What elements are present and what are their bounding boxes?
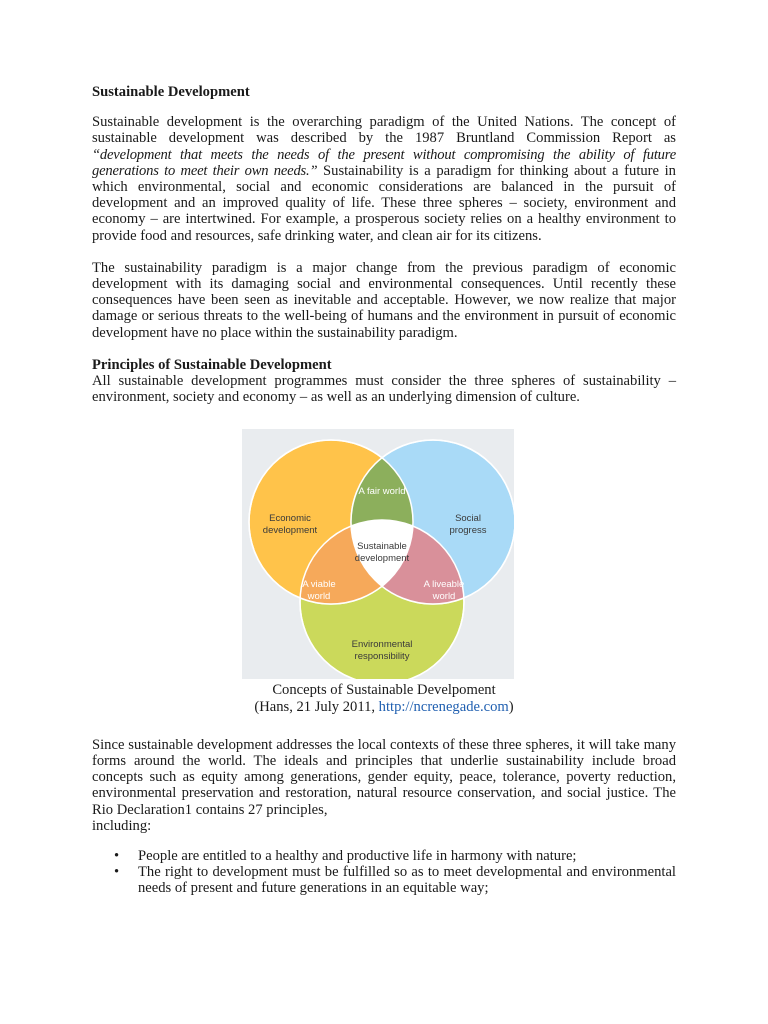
principles-list <box>92 848 676 897</box>
paragraph-intro <box>92 114 676 244</box>
label-center-1: Sustainable <box>357 541 407 553</box>
caption-title: Concepts of Sustainable Develpoment <box>272 682 496 699</box>
list-item-text: People are entitled to a healthy and productive life in harmony with nature; <box>138 848 577 865</box>
list-item <box>92 864 676 896</box>
list-item <box>92 848 676 864</box>
document-title: Sustainable Development <box>92 84 250 100</box>
caption-link[interactable]: http://ncrenegade.com <box>378 698 509 715</box>
principles-heading: Principles of Sustainable Development <box>92 356 332 373</box>
paragraph-intro-part1: Sustainable development is the overarching paradigm of the United Nations. The concept of sustainable development was described by the 1987 Bruntland Commission Report as <box>92 114 676 147</box>
caption-suffix: ) <box>508 698 514 715</box>
venn-diagram <box>242 429 514 679</box>
label-economic-1: Economic <box>269 513 311 525</box>
label-viable-1: A viable <box>302 579 336 591</box>
sustainability-venn-figure <box>242 429 514 679</box>
document-page <box>92 84 676 897</box>
bruntland-quote: “development that meets the needs of the present without compromising the ability of future generations to meet their own needs.” <box>92 146 676 179</box>
paragraph-rio-continued: including: <box>92 817 152 834</box>
label-env-2: responsibility <box>354 651 410 663</box>
label-env-1: Environmental <box>351 639 413 651</box>
paragraph-rio: Since sustainable development addresses the local contexts of these three spheres, it will take many forms around the world. The ideals and principles that underlie sustainability include broad concepts such as equity among generations, gender equity, peace, tolerance, poverty reduction, environmental preservation and restoration, natural resource conservation, and social justice. The Rio Declaration1 contains 27 principles, <box>92 736 676 818</box>
label-social-2: progress <box>449 525 487 537</box>
caption-source <box>92 699 676 715</box>
label-liveable-2: world <box>432 591 456 603</box>
caption-prefix: (Hans, 21 July 2011, <box>254 698 379 715</box>
label-fair-world: A fair world <box>358 486 406 498</box>
principles-intro: All sustainable development programmes must consider the three spheres of sustainability – environment, society and economy – as well as an underlying dimension of culture. <box>92 373 676 406</box>
figure-caption <box>92 682 676 714</box>
label-viable-2: world <box>307 591 331 603</box>
bullet-2: • <box>114 864 120 881</box>
bullet-1: • <box>114 848 120 865</box>
list-item-text: The right to development must be fulfilled so as to meet developmental and environmental needs of present and future generations in an equitable way; <box>138 864 676 897</box>
label-economic-2: development <box>262 525 318 537</box>
label-social-1: Social <box>455 513 481 525</box>
label-liveable-1: A liveable <box>423 579 465 591</box>
paragraph-paradigm: The sustainability paradigm is a major change from the previous paradigm of economic development with its damaging social and environmental consequences. Until recently these consequences have been seen as inevitable and acceptable. However, we now realize that major damage or serious threats to the well-being of humans and the environment in pursuit of economic development have no place within the sustainability paradigm. <box>92 259 676 341</box>
paragraph-intro-part2: Sustainability is a paradigm for thinking about a future in which environmental, social and economic considerations are balanced in the pursuit of development and an improved quality of life. These three spheres – society, environment and economy – are intertwined. For example, a prosperous society relies on a healthy environment to provide food and resources, safe drinking water, and clean air for its citizens. <box>92 162 676 244</box>
label-center-2: development <box>354 553 410 565</box>
